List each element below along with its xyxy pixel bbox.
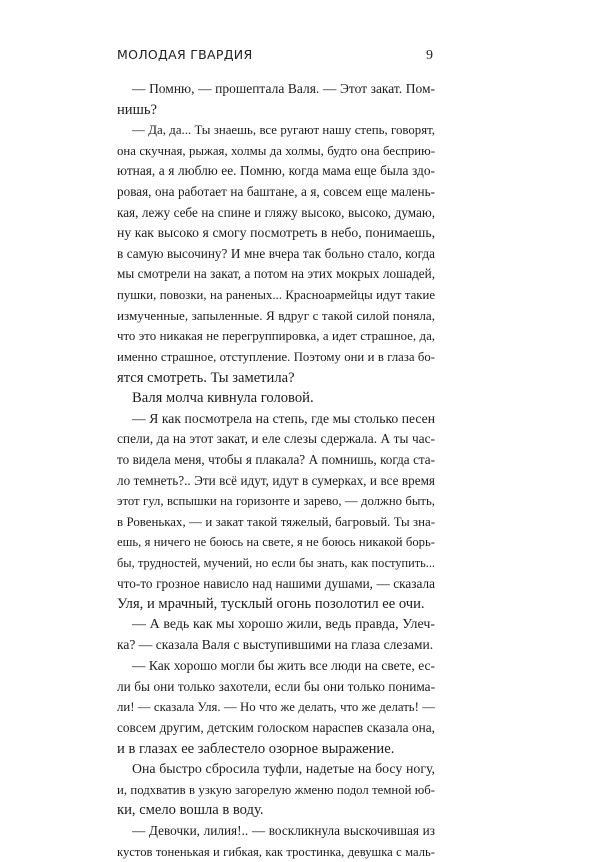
text-line: этот гул, вспышки на горизонте и зарево, — должно быть, <box>117 494 435 509</box>
text-line: ли! — сказала Уля. — Но что же делать, что же делать! — <box>117 700 435 715</box>
text-line: в самую высочину? И мне вчера так больно стало, когда <box>117 245 435 261</box>
text-line: в Ровеньках, — и закат такой тяжелый, багровый. Ты зна- <box>117 514 435 529</box>
text-line: Уля, и мрачный, тусклый огонь позолотил ее очи. <box>117 596 425 613</box>
text-line: нишь? <box>117 101 157 118</box>
text-line: ну как высоко я смогу посмотреть в небо, понимаешь, <box>117 225 435 241</box>
text-line: измученные, запыленные. Я вдруг с такой силой поняла, <box>117 307 435 323</box>
text-line: что это никакая не перегруппировка, а идет страшное, да, <box>117 329 435 344</box>
text-line: — Девочки, лилия!.. — воскликнула выскочившая из <box>132 822 435 838</box>
text-line: ли бы они только захотели, если бы они только понима- <box>117 678 435 694</box>
text-line: бы, трудностей, мучений, но если бы знать, как поступить... <box>117 556 435 571</box>
text-line: что-то грозное нависло над нашими душами, — сказала <box>117 575 435 591</box>
text-line: — Помню, — прошептала Валя. — Этот закат. Пом- <box>132 81 435 96</box>
text-line: — А ведь как мы хорошо жили, ведь правда, Улеч- <box>132 616 435 632</box>
text-line: ло темнеть?.. Эти всё идут, идут в сумерках, и все время <box>117 472 435 488</box>
text-line: Она быстро сбросила туфли, надетые на босу ногу, <box>132 761 435 777</box>
text-line: — Да, да... Ты знаешь, все ругают нашу степь, говорят, <box>132 123 435 138</box>
text-line: кустов тоненькая и гибкая, как тростинка, девушка с маль- <box>117 844 435 859</box>
text-line: и в глазах ее заблестело озорное выражение. <box>117 740 395 757</box>
text-line: — Я как посмотрела на степь, где мы столько песен <box>132 410 435 426</box>
text-line: спели, да на этот закат, и еле слезы сдержала. А ты час- <box>117 431 435 447</box>
text-line: ятся смотреть. Ты заметила? <box>117 369 295 386</box>
text-line: Валя молча кивнула головой. <box>132 390 314 407</box>
text-line: ютная, а я люблю ее. Помню, когда мама еще была здо- <box>117 163 435 179</box>
text-line: мы смотрели на закат, а потом на этих мокрых лошадей, <box>117 266 435 282</box>
text-line: пушки, повозки, на раненых... Красноармейцы идут такие <box>117 288 435 303</box>
text-line: то видела меня, чтобы я плакала? А помнишь, когда ста- <box>117 451 435 467</box>
text-line: кая, лежу себе на спине и гляжу высоко, высоко, думаю, <box>117 204 435 220</box>
body-text <box>117 79 435 862</box>
text-line: именно страшное, отступление. Поэтому они и в глаза бо- <box>117 349 435 364</box>
text-line: совсем другим, детским голоском нараспев сказала она, <box>117 719 435 735</box>
page-header <box>117 47 433 67</box>
text-line: ка? — сказала Валя с выступившими на глаза слезами. <box>117 637 434 653</box>
running-title: МОЛОДАЯ ГВАРДИЯ <box>117 47 253 62</box>
text-line: ешь, я ничего не боюсь на свете, я не боюсь никакой борь- <box>117 535 435 550</box>
text-line: — Как хорошо могли бы жить все люди на свете, ес- <box>132 658 435 674</box>
text-line: ровая, она работает на баштане, а я, совсем еще малень- <box>117 184 435 200</box>
text-line: ки, смело вошла в воду. <box>117 802 264 819</box>
page-number: 9 <box>426 48 433 63</box>
text-line: она скучная, рыжая, холмы да холмы, будто она бесприю- <box>117 143 435 158</box>
text-line: и, подхватив в узкую загорелую жменю подол темной юб- <box>117 782 435 797</box>
